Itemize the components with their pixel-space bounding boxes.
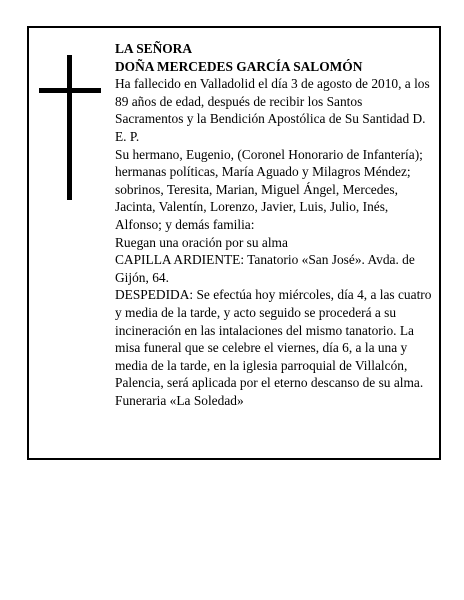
notice-text: [115, 40, 433, 409]
farewell-info: DESPEDIDA: Se efectúa hoy miércoles, día 4, a las cuatro y media de la tarde, y acto seguido se procederá a su incineración en las intalaciones del mismo tanatorio. La misa funeral que se celebre el viernes, día 6, a la una y media de la tarde, en la iglesia parroquial de Villalcón, Palencia, será aplicada por el eterno descanso de su alma.: [115, 287, 432, 391]
funeral-home: Funeraria «La Soledad»: [115, 392, 244, 408]
obituary-notice: [27, 26, 441, 460]
death-announcement: Ha fallecido en Valladolid el día 3 de agosto de 2010, a los 89 años de edad, después de recibir los Santos Sacramentos y la Bendición Apostólica de Su Santidad D. E. P.: [115, 76, 430, 144]
prayer-request: Ruegan una oración por su alma: [115, 234, 288, 250]
notice-title: LA SEÑORA: [115, 41, 193, 56]
cross-vertical-bar: [67, 55, 72, 200]
deceased-name: DOÑA MERCEDES GARCÍA SALOMÓN: [115, 58, 363, 74]
family-list: Su hermano, Eugenio, (Coronel Honorario de Infantería); hermanas políticas, María Aguado y Milagros Méndez; sobrinos, Teresita, Marian, Miguel Ángel, Mercedes, Jacinta, Valentín, Lorenzo, Javier, Luis, Julio, Inés, Alfonso; y demás familia:: [115, 146, 423, 232]
chapel-info: CAPILLA ARDIENTE: Tanatorio «San José». Avda. de Gijón, 64.: [115, 252, 415, 285]
cross-horizontal-bar: [39, 88, 101, 93]
cross-icon: [39, 55, 101, 200]
